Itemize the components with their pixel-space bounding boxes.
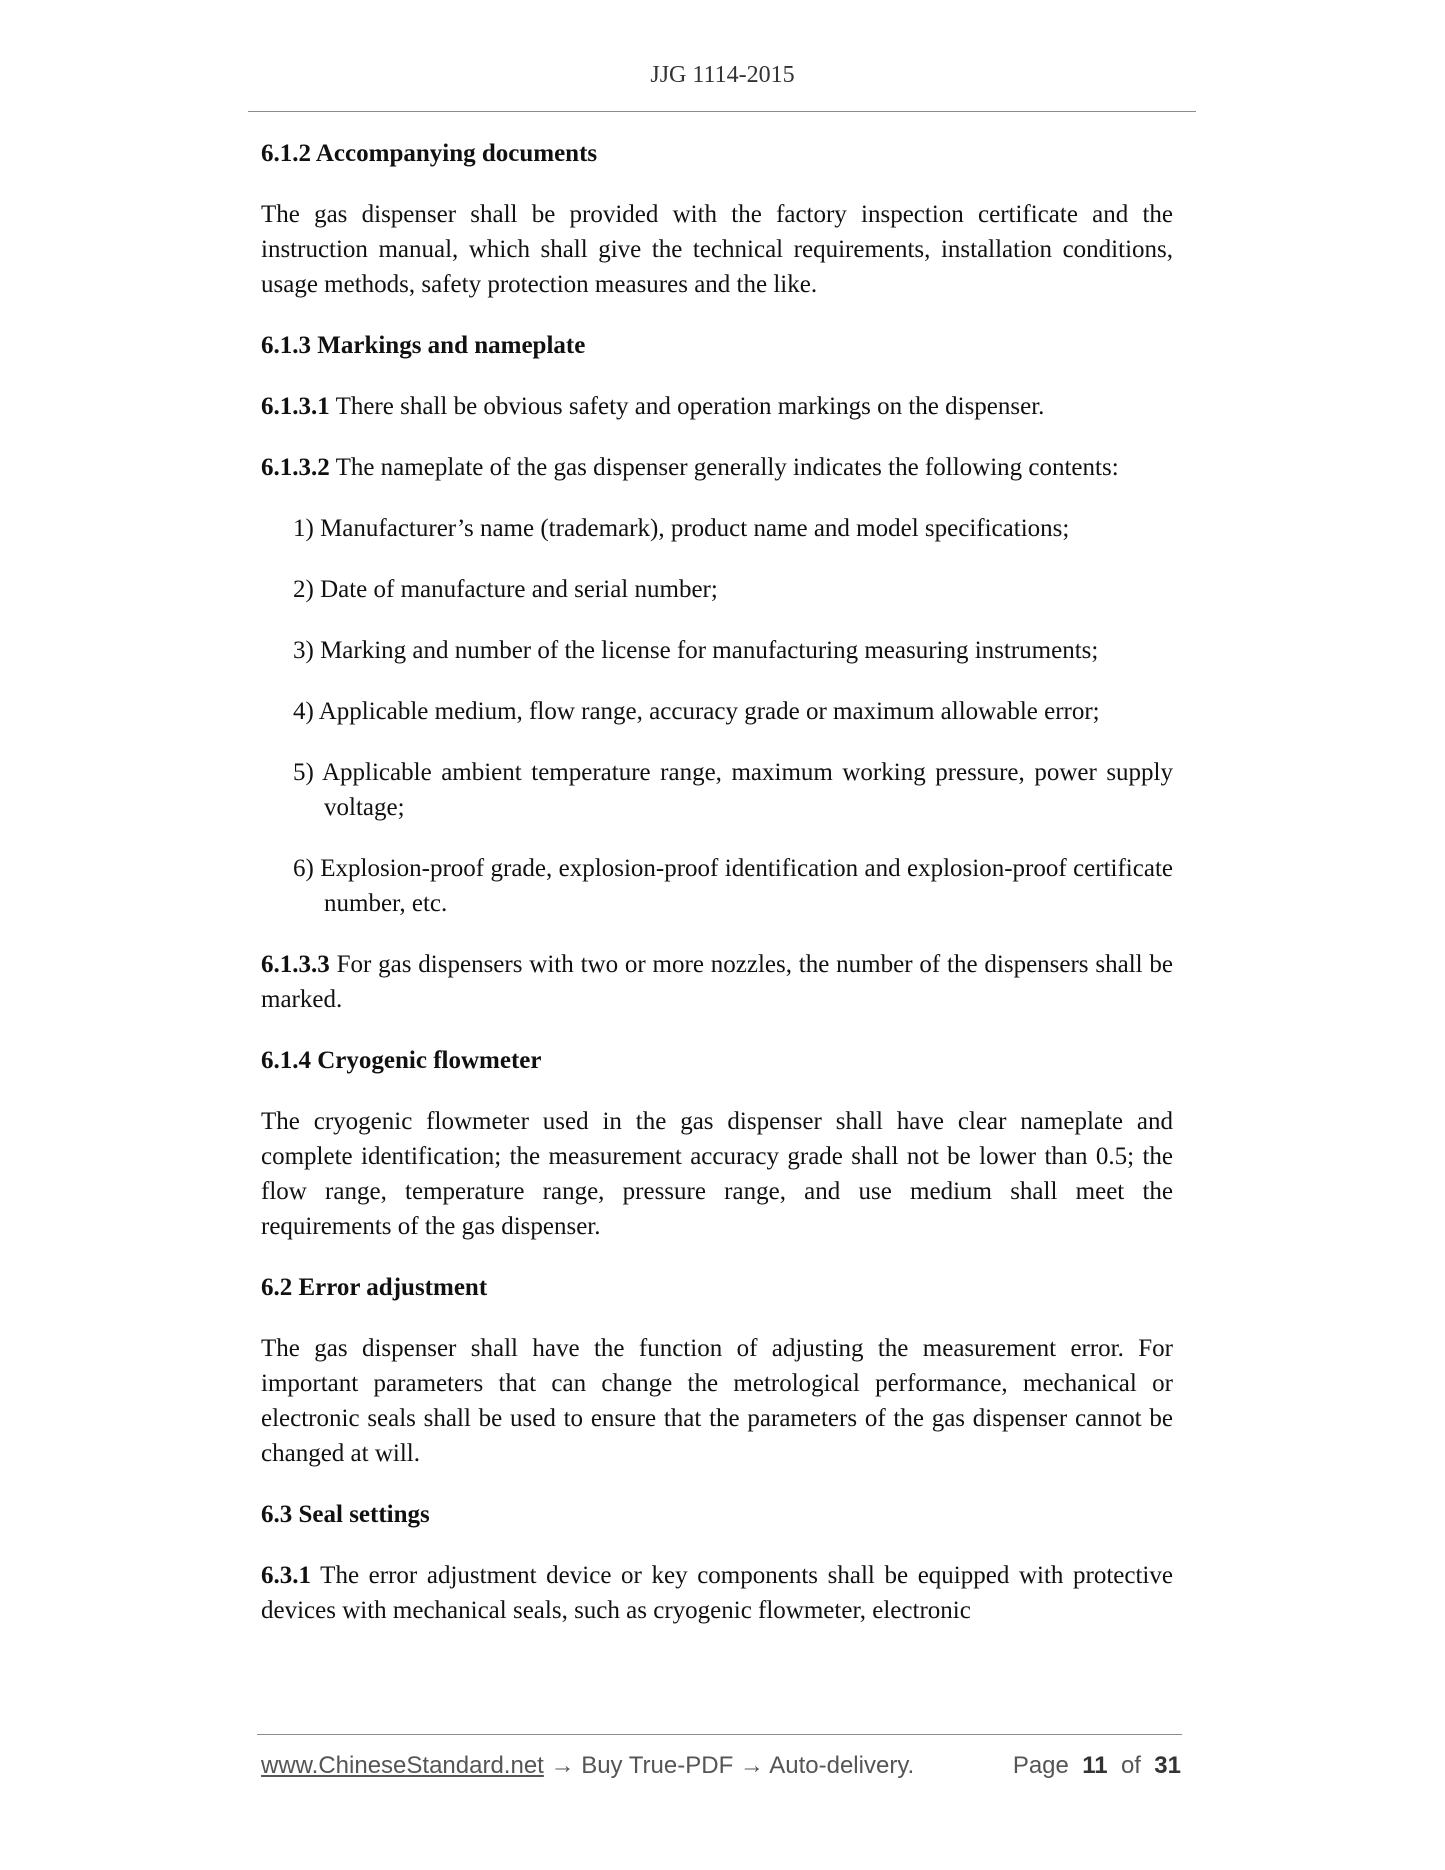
page-label: Page: [1012, 1752, 1069, 1779]
clause-6-1-3-1: [261, 389, 1173, 424]
list-item: 3) Marking and number of the license for manufacturing measuring instruments;: [293, 637, 1099, 664]
footer-divider: [257, 1734, 1182, 1735]
list-item: 5) Applicable ambient temperature range, maximum working pressure, power supply voltage;: [293, 759, 1173, 821]
clause-text: There shall be obvious safety and operation markings on the dispenser.: [335, 393, 1045, 420]
footer-promo: [261, 1752, 914, 1780]
auto-delivery-text: Auto-delivery.: [769, 1752, 915, 1779]
list-item: 2) Date of manufacture and serial number;: [293, 576, 718, 603]
section-heading-6-1-4: 6.1.4 Cryogenic flowmeter: [261, 1047, 542, 1074]
section-heading-6-1-2: 6.1.2 Accompanying documents: [261, 140, 598, 167]
of-label: of: [1120, 1752, 1141, 1779]
list-item: 1) Manufacturer’s name (trademark), product name and model specifications;: [293, 515, 1070, 542]
clause-6-1-3-3: [261, 947, 1173, 1017]
page-number: 11: [1082, 1752, 1108, 1779]
section-heading-6-1-3: 6.1.3 Markings and nameplate: [261, 332, 586, 359]
clause-6-3-1: [261, 1558, 1173, 1628]
clause-number: 6.1.3.1: [261, 393, 330, 420]
section-heading-6-3: 6.3 Seal settings: [261, 1501, 430, 1528]
header-divider: [248, 111, 1196, 112]
clause-text: For gas dispensers with two or more nozzles, the number of the dispensers shall be marked.: [261, 951, 1174, 1013]
page-indicator: [1013, 1752, 1181, 1780]
section-text-6-2: The gas dispenser shall have the function of adjusting the measurement error. For important parameters that can change the metrological performance, mechanical or electronic seals shall be used to ensure that the parameters of the gas dispenser cannot be changed at will.: [261, 1335, 1173, 1467]
page-header-title: JJG 1114-2015: [650, 62, 795, 88]
arrow-icon: →: [543, 1752, 582, 1779]
clause-number: 6.1.3.3: [261, 951, 330, 978]
clause-text: The error adjustment device or key components shall be equipped with protective devices with mechanical seals, such as cryogenic flowmeter, electronic: [261, 1562, 1173, 1624]
section-text-6-1-4: The cryogenic flowmeter used in the gas dispenser shall have clear nameplate and complete identification; the measurement accuracy grade shall not be lower than 0.5; the flow range, temperature range, pressure range, and use medium shall meet the requirements of the gas dispenser.: [261, 1108, 1173, 1240]
list-item: 6) Explosion-proof grade, explosion-proof identification and explosion-proof certificate number, etc.: [293, 855, 1173, 917]
buy-pdf-text: Buy True-PDF: [581, 1752, 734, 1779]
total-pages: 31: [1154, 1752, 1181, 1779]
section-text-6-1-2: The gas dispenser shall be provided with the factory inspection certificate and the instruction manual, which shall give the technical requirements, installation conditions, usage methods, safety protection measures and the like.: [261, 201, 1173, 298]
clause-number: 6.1.3.2: [261, 454, 330, 481]
section-heading-6-2: 6.2 Error adjustment: [261, 1274, 488, 1301]
page-footer: [261, 1752, 1181, 1788]
arrow-icon: →: [733, 1752, 770, 1779]
clause-number: 6.3.1: [261, 1562, 311, 1589]
website-link[interactable]: www.ChineseStandard.net: [261, 1752, 544, 1779]
clause-text: The nameplate of the gas dispenser generally indicates the following contents:: [335, 454, 1119, 481]
document-body: [261, 136, 1173, 1654]
list-item: 4) Applicable medium, flow range, accuracy grade or maximum allowable error;: [293, 698, 1100, 725]
clause-6-1-3-2: [261, 450, 1173, 485]
